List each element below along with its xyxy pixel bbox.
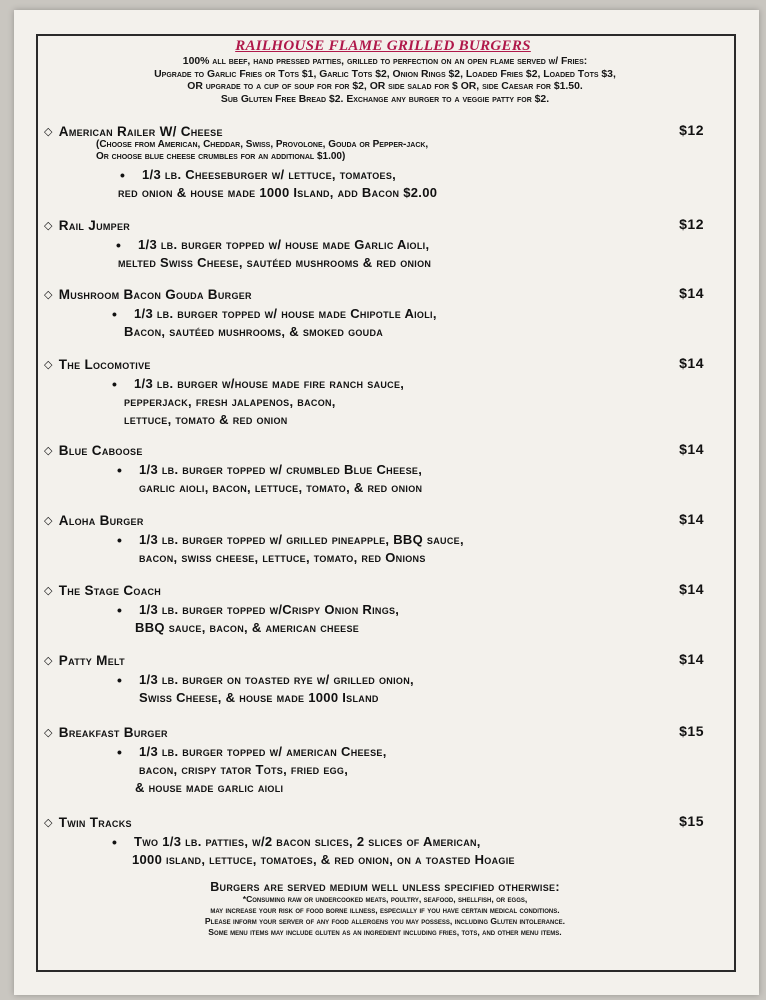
item-description	[112, 305, 704, 341]
item-name: Breakfast Burger	[58, 725, 168, 740]
menu-item-aloha-burger	[44, 513, 704, 567]
item-price: $14	[679, 285, 704, 301]
item-name: Patty Melt	[58, 653, 125, 668]
disclaimer-line: Some menu items may include gluten as an ingredient including fries, tots, and other menu items.	[208, 927, 562, 937]
diamond-icon: ◇	[44, 585, 53, 597]
menu-footer	[40, 880, 730, 938]
item-description	[117, 601, 704, 637]
item-name: Mushroom Bacon Gouda Burger	[58, 287, 252, 302]
note-line: Or choose blue cheese crumbles for an additional $1.00)	[96, 151, 346, 162]
desc-line: BBQ sauce, bacon, & american cheese	[135, 620, 360, 635]
diamond-icon: ◇	[44, 445, 53, 457]
desc-line: 1/3 lb. burger on toasted rye w/ grilled onion,	[139, 672, 414, 687]
menu-title: RAILHOUSE FLAME GRILLED BURGERS	[235, 38, 531, 54]
menu-item-blue-caboose	[44, 443, 704, 497]
diamond-icon: ◇	[44, 515, 53, 527]
intro-line: Upgrade to Garlic Fries or Tots $1, Garlic Tots $2, Onion Rings $2, Loaded Fries $2, Loaded Tots $3,	[154, 68, 616, 80]
desc-line: melted Swiss Cheese, sautéed mushrooms & red onion	[118, 255, 432, 270]
item-name: The Stage Coach	[58, 583, 162, 598]
bullet-icon: •	[117, 744, 123, 760]
menu-item-locomotive	[44, 357, 704, 429]
menu-item-american-railer	[44, 124, 704, 202]
bullet-icon: •	[112, 834, 118, 850]
desc-line: 1/3 lb. burger topped w/ house made Chipotle Aioli,	[134, 306, 437, 321]
item-description	[112, 375, 704, 429]
item-description	[118, 166, 704, 202]
menu-item-rail-jumper	[44, 218, 704, 272]
menu-item-mushroom-bacon-gouda	[44, 287, 704, 341]
item-name: Rail Jumper	[58, 218, 131, 233]
desc-line: bacon, crispy tator Tots, fried egg,	[139, 762, 349, 777]
item-description	[117, 743, 704, 797]
disclaimer-line: may increase your risk of food borne illness, especially if you have certain medical conditions.	[210, 905, 560, 915]
diamond-icon: ◇	[44, 289, 53, 301]
desc-line: garlic aioli, bacon, lettuce, tomato, & red onion	[139, 480, 423, 495]
intro-line: OR upgrade to a cup of soup for for $2, OR side salad for $ OR, side Caesar for $1.50.	[187, 81, 583, 92]
item-description	[117, 461, 704, 497]
bullet-icon: •	[117, 602, 123, 618]
diamond-icon: ◇	[44, 655, 53, 667]
note-line: (Choose from American, Cheddar, Swiss, Provolone, Gouda or Pepper-jack,	[96, 139, 429, 150]
bullet-icon: •	[116, 237, 122, 253]
item-price: $14	[679, 511, 704, 527]
menu-item-stage-coach	[44, 583, 704, 637]
item-price: $12	[679, 122, 704, 138]
diamond-icon: ◇	[44, 220, 53, 232]
diamond-icon: ◇	[44, 359, 53, 371]
item-price: $12	[679, 216, 704, 232]
item-price: $15	[679, 723, 704, 739]
bullet-icon: •	[120, 167, 126, 183]
bullet-icon: •	[117, 462, 123, 478]
item-description	[117, 671, 704, 707]
disclaimer-line: *Consuming raw or undercooked meats, poultry, seafood, shellfish, or eggs,	[242, 894, 528, 904]
desc-line: 1/3 lb. burger topped w/ crumbled Blue Cheese,	[139, 462, 423, 477]
item-name: Aloha Burger	[58, 513, 144, 528]
item-description	[116, 236, 704, 272]
diamond-icon: ◇	[44, 126, 53, 138]
item-name: Twin Tracks	[58, 815, 132, 830]
bullet-icon: •	[117, 672, 123, 688]
item-description	[112, 833, 704, 869]
item-note	[96, 139, 704, 163]
desc-line: 1/3 lb. burger topped w/ american Cheese,	[139, 744, 387, 759]
menu-intro	[40, 56, 730, 106]
desc-line: red onion & house made 1000 Island, add Bacon $2.00	[118, 185, 438, 200]
desc-line: 1/3 lb. burger w/house made fire ranch sauce,	[134, 376, 405, 391]
item-name: American Railer W/ Cheese	[58, 124, 223, 139]
desc-line: Swiss Cheese, & house made 1000 Island	[139, 690, 379, 705]
intro-line: 100% all beef, hand pressed patties, grilled to perfection on an open flame served w/ Fries:	[182, 56, 588, 67]
desc-line: Bacon, sautéed mushrooms, & smoked gouda	[124, 324, 384, 339]
desc-line: & house made garlic aioli	[135, 780, 284, 795]
menu-item-breakfast-burger	[44, 725, 704, 797]
item-price: $14	[679, 355, 704, 371]
diamond-icon: ◇	[44, 727, 53, 739]
desc-line: bacon, swiss cheese, lettuce, tomato, red Onions	[139, 550, 426, 565]
diamond-icon: ◇	[44, 817, 53, 829]
desc-line: 1000 island, lettuce, tomatoes, & red onion, on a toasted Hoagie	[132, 852, 515, 867]
desc-line: Two 1/3 lb. patties, w/2 bacon slices, 2 slices of American,	[134, 834, 481, 849]
desc-line: lettuce, tomato & red onion	[124, 412, 288, 427]
bullet-icon: •	[112, 306, 118, 322]
item-price: $14	[679, 441, 704, 457]
desc-line: 1/3 lb. Cheeseburger w/ lettuce, tomatoes,	[142, 167, 397, 182]
bullet-icon: •	[117, 532, 123, 548]
item-name: The Locomotive	[58, 357, 151, 372]
disclaimer-line: Please inform your server of any food allergens you may possess, including Gluten intolerance.	[204, 916, 566, 926]
intro-line: Sub Gluten Free Bread $2. Exchange any burger to a veggie patty for $2.	[220, 93, 550, 105]
item-name: Blue Caboose	[58, 443, 143, 458]
desc-line: 1/3 lb. burger topped w/Crispy Onion Rings,	[139, 602, 400, 617]
desc-line: 1/3 lb. burger topped w/ house made Garlic Aioli,	[138, 237, 430, 252]
footer-headline: Burgers are served medium well unless specified otherwise:	[210, 880, 560, 894]
desc-line: 1/3 lb. burger topped w/ grilled pineapple, BBQ sauce,	[139, 532, 464, 547]
item-description	[117, 531, 704, 567]
bullet-icon: •	[112, 376, 118, 392]
item-price: $14	[679, 651, 704, 667]
item-price: $15	[679, 813, 704, 829]
footer-disclaimer	[40, 894, 730, 938]
menu-item-patty-melt	[44, 653, 704, 707]
menu-item-twin-tracks	[44, 815, 704, 869]
item-price: $14	[679, 581, 704, 597]
desc-line: pepperjack, fresh jalapenos, bacon,	[124, 394, 336, 409]
